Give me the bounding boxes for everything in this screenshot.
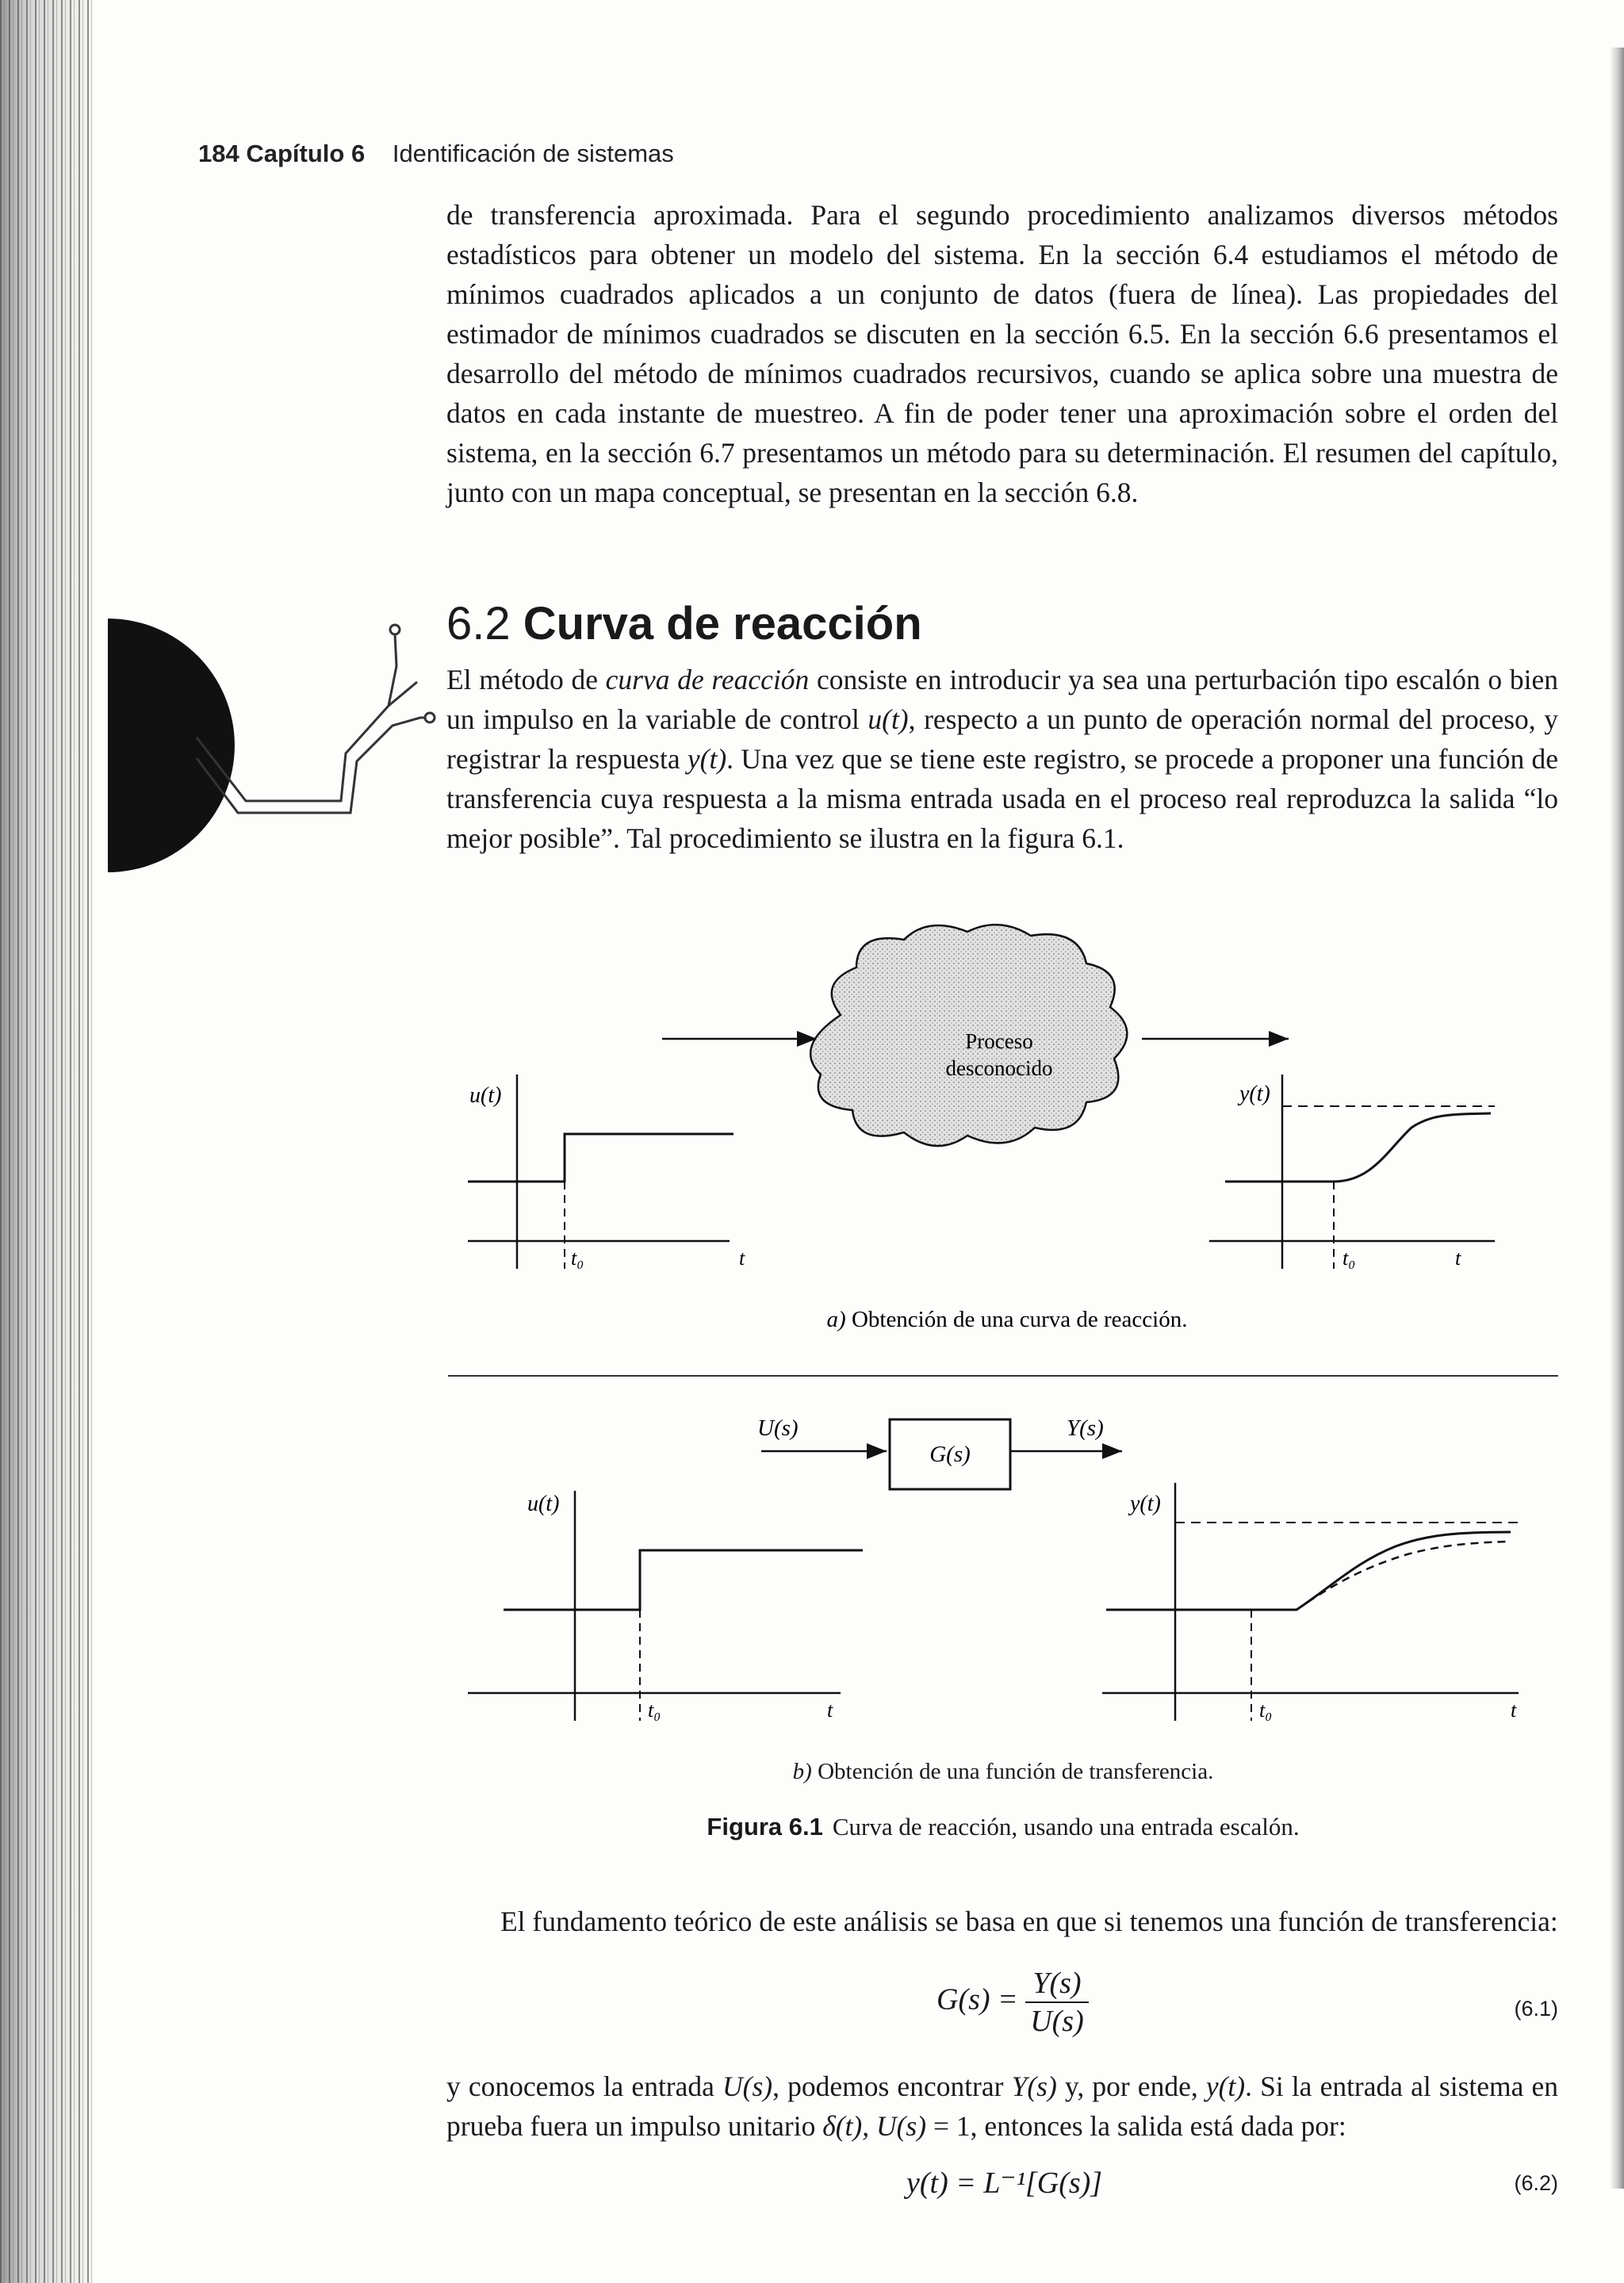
section-number: 6.2 <box>446 598 511 649</box>
math-y-t: y(t) <box>687 743 727 775</box>
t0-label-b-out: t₀ <box>1259 1699 1273 1722</box>
reaction-curve-a <box>1225 1113 1491 1182</box>
figure-caption <box>444 1813 1562 1841</box>
equation-6-2 <box>446 2165 1558 2212</box>
cloud-label-line1: Proceso <box>965 1029 1033 1053</box>
equation-6-1 <box>446 1965 1558 2060</box>
math-U-s: U(s) <box>722 2070 773 2102</box>
caption-b <box>444 1759 1562 1785</box>
caption-b-letter: b) <box>792 1759 812 1784</box>
model-response-b <box>1297 1542 1511 1610</box>
output-reaction-plot-a <box>1209 1074 1495 1270</box>
intro-paragraph: de transferencia aproximada. Para el segundo procedimiento analizamos diversos métodos estadísticos para obtener un modelo del sistema. En la sección 6.4 estudiamos el método de mínimos cuadrados aplicados a un conjunto de datos (fuera de línea). Las propiedades del estimador de mínimos cuadrados se discuten en la sección 6.5. En la sección 6.6 presentamos el desarrollo del método de mínimos cuadrados recursivos, cuando se aplica sobre una muestra de datos en cada instante de muestreo. A fin de poder tener una aproximación sobre el orden del sistema, en la sección 6.7 presentamos un método para su determinación. El resumen del capítulo, junto con un mapa conceptual, se presentan en la sección 6.8. <box>446 199 1558 508</box>
chapter-title: Identificación de sistemas <box>392 140 674 167</box>
text-run: . Una vez que se tiene este registro, se procede a proponer una función de transferencia cuya respuesta a la misma entrada usada en el proceso real reproduzca la salida “lo mejor posible”. Tal procedimiento se ilustra en la figura 6.1. <box>446 743 1558 854</box>
page-edge-shadow <box>1610 48 1624 2189</box>
running-header <box>198 140 674 168</box>
section-title: Curva de reacción <box>523 598 922 649</box>
measured-response-b <box>1106 1532 1511 1610</box>
eq2-body: y(t) = L⁻¹[G(s)] <box>906 2166 1103 2200</box>
body-paragraph-3 <box>446 2067 1558 2146</box>
t0-label-a: t₀ <box>571 1247 584 1270</box>
t-label-a-out: t <box>1455 1247 1461 1270</box>
equation-6-1-body <box>936 1965 1089 2040</box>
text-run: El método de <box>446 664 606 695</box>
figure-label: Figura 6.1 <box>707 1813 823 1841</box>
text-run: , podemos encontrar <box>772 2070 1012 2102</box>
t0-label-b: t₀ <box>648 1699 661 1722</box>
body-paragraph-2: El fundamento teórico de este análisis se basa en que si tenemos una función de transferencia: <box>500 1906 1558 1937</box>
section-decoration <box>103 571 460 888</box>
equation-number-6-2: (6.2) <box>1514 2171 1558 2195</box>
eq1-numerator: Y(s) <box>1025 1965 1089 2003</box>
eq1-denominator: U(s) <box>1030 2005 1084 2038</box>
math-Y-s: Y(s) <box>1011 2070 1057 2102</box>
t-label-b: t <box>827 1699 833 1722</box>
text-run: , respecto a un punto de operación normal del proceso, y registrar la respuesta <box>446 703 1558 775</box>
caption-a-text: Obtención de una curva de reacción. <box>845 1307 1188 1332</box>
equation-number-6-1: (6.1) <box>1514 1997 1558 2021</box>
chapter-label: Capítulo 6 <box>246 140 366 167</box>
trace-terminal-1 <box>390 625 400 634</box>
math-y-t: y(t) <box>1205 2070 1246 2102</box>
emphasis-term: curva de reacción <box>605 664 810 695</box>
text-run: . Si la entrada al sistema en prueba fuera un impulso unitario <box>446 2070 1558 2142</box>
book-binding-shadow <box>0 0 95 2283</box>
text-run: y, por ende, <box>1056 2070 1206 2102</box>
step-signal-a <box>468 1134 733 1182</box>
block-label: G(s) <box>929 1442 971 1467</box>
eq1-lhs: G(s) = <box>936 1982 1018 2017</box>
input-step-plot-a <box>468 1074 745 1270</box>
text-run: y conocemos la entrada <box>446 2070 723 2102</box>
u-label-b: u(t) <box>527 1492 560 1516</box>
caption-b-text: Obtención de una función de transferencia. <box>811 1759 1214 1784</box>
step-signal-b <box>504 1550 863 1610</box>
section-heading <box>446 596 922 652</box>
u-label-a: u(t) <box>469 1083 502 1108</box>
text-run: = 1, entonces la salida está dada por: <box>926 2110 1346 2142</box>
t-label-b-out: t <box>1511 1699 1517 1722</box>
math-u-t: u(t) <box>868 703 909 735</box>
cloud-label-line2: desconocido <box>945 1056 1053 1080</box>
trace-terminal-2 <box>425 713 435 722</box>
U-label: U(s) <box>757 1415 799 1441</box>
text-run: consiste en introducir ya sea una perturbación tipo escalón o bien un impulso en la variable de control <box>446 664 1559 735</box>
output-plot-b <box>1102 1483 1519 1722</box>
t0-label-a-out: t₀ <box>1342 1247 1356 1270</box>
caption-a <box>827 1307 1188 1332</box>
math-delta: δ(t), U(s) <box>822 2110 927 2142</box>
section-paragraph <box>446 660 1558 858</box>
page-number: 184 <box>198 140 239 167</box>
circuit-trace-3 <box>389 634 396 706</box>
figure-6-1 <box>444 920 1570 1729</box>
input-step-plot-b <box>468 1491 863 1722</box>
caption-a-letter: a) <box>826 1307 846 1332</box>
y-label-a: y(t) <box>1239 1082 1270 1106</box>
eq1-fraction <box>1025 1965 1089 2040</box>
y-label-b: y(t) <box>1130 1492 1161 1516</box>
figure-caption-text: Curva de reacción, usando una entrada escalón. <box>832 1813 1300 1841</box>
half-disc-ornament <box>108 619 235 872</box>
t-label-a: t <box>739 1247 745 1270</box>
Y-label: Y(s) <box>1067 1415 1104 1441</box>
